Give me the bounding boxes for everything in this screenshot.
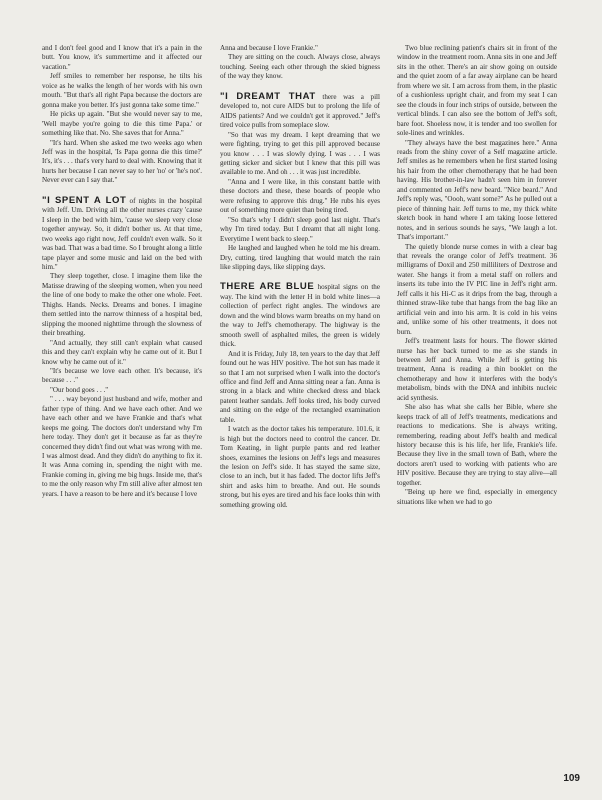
section-lead-in: "I SPENT A LOT — [42, 194, 127, 206]
paragraph: "Anna and I were like, in this constant battle with these doctors and these, these boards of people who were refusing to approve this drug." He rubs his eyes out of something more quiet than being tired. — [220, 177, 380, 215]
paragraph: "It's because we love each other. It's because, it's because . . ." — [42, 366, 202, 385]
paragraph: "So that was my dream. I kept dreaming that we were fighting, trying to get this pill approved because you know . . . I was slowly dying. I was . . . I was getting sicker and sicker but I knew that this pill was available to me. And oh . . . it was just incredible. — [220, 130, 380, 177]
paragraph: "It's hard. When she asked me two weeks ago when Jeff was in the hospital, 'Is Papa gonna die this time?' It's, it's . . . that's very hard to deal with. Knowing that it hurts her because I can never say to her 'no' or 'he's not'. Never ever can I say that." — [42, 138, 202, 185]
paragraph: "So that's why I didn't sleep good last night. That's why I'm tired today. But I dreamt that all night long. Everytime I went back to sleep." — [220, 215, 380, 243]
column-2 — [220, 44, 380, 510]
paragraph: Two blue reclining patient's chairs sit in front of the window in the treatment room. Anna sits in one and Jeff sits in the other. There's an air show going on outside and the quiet zoom of a far away airplane can be heard from where we sit. I am across from them, in the plastic of a cushionless upright chair, and from my seat I can see the clouds in four inch strips of outside, between the vertical blinds. I can also see the bottom of Jeff's soft, bare foot. Shoeless now, it is tender and too swollen for sole-lines and wrinkles. — [397, 44, 557, 138]
section-paragraph — [42, 196, 202, 273]
paragraph: I watch as the doctor takes his temperature. 101.6, it is high but the doctors need to control the cancer. Dr. Tom Keating, in light purple pants and red leather shoes, examines the lesions on Jeff's legs and measures the lesion on Jeff's side. It has stayed the same size, close to an inch, but it has faded. The doctor lifts Jeff's shirt and asks him to breathe. And out. He sounds strong, but his eyes are tired and his face looks thin with something growing old. — [220, 425, 380, 509]
paragraph: "Being up here we find, especially in emergency situations like when we had to go — [397, 488, 557, 506]
paragraph: "Our bond goes . . ." — [50, 385, 109, 394]
section-paragraph — [220, 92, 380, 131]
paragraph: He laughed and laughed when he told me his dream. Dry, cutting, tired laughing that would match the rain like slipping days, like slipping days. — [220, 244, 380, 271]
section-lead-in: "I DREAMT THAT — [220, 90, 316, 102]
paragraph: and I don't feel good and I know that it's a pain in the butt. You know, it's summertime and it affected our vacation." — [42, 44, 202, 71]
column-3 — [397, 44, 557, 507]
paragraph-text: hospital signs on the way. The kind with the letter H in bold white lines—a collection of perfect right angles. The windows are down and the wind blows warm breaths on my hand on the way to Jeff's chemotherapy. The highway is the smooth swell of asphalted miles, the green is widely thick. — [220, 283, 380, 349]
paragraph: "They always have the best magazines here." Anna reads from the shiny cover of a Self magazine article. Jeff smiles as he remembers when he first started losing his hair from the other chemotherapy that he had been having. His brother-in-law hadn't seen him in forever and commented on Jeff's new beard. "Nice beard." And Jeff's reply was, "Oooh, want some?" As he pulled out a piece of thinning hair. Jeff turns to me, my thick white sketch book in hand where I am taking loose lettered notes, and in serious sounds he says, "We laugh a lot. That's important." — [397, 138, 557, 242]
paragraph: " . . . way beyond just husband and wife, mother and father type of thing. And we have each other. And we have each other and we have Frankie and that's what keeps me going. The doctors don't understand why I'm here today. They don't get it because as far as they're concerned they didn't find out what was wrong with me. I was almost dead. And they didn't do anything to fix it. It was Anna coming in, spending the night with me. Frankie coming in, giving me big hugs. Inside me, that's to me the only reason why I'm still alive after almost ten years. I have a reason to be here and it's because I love — [42, 395, 202, 498]
paragraph: The quietly blonde nurse comes in with a clear bag that reveals the orange color of Jeff's treatment. 36 milligrams of Doxil and 250 milliliters of Dextrose and water. She hangs it from a metal staff on rollers and inserts its tube into the IV PIC line in Jeff's right arm. Jeff calls it his Hi-C as it drips from the bag, through a thinned straw-like tube that hangs from the bag like an artificial vein and into his arm. It is cold in his veins and, unlike some of his other treatments, it does not burn. — [397, 242, 557, 336]
column-1 — [42, 44, 202, 499]
page-number: 109 — [563, 773, 580, 784]
paragraph-text: there was a pill developed to, not cure AIDS but to prolong the life of AIDS patients? And we couldn't get it approved." Jeff's tired voice pulls from someplace slow. — [220, 92, 380, 130]
paragraph: Jeff smiles to remember her response, he tilts his voice as he walks the length of her words with his own mouth. "But that's all right Papa because the doctors are gonna make you better. It's just gonna take some time." — [42, 72, 202, 109]
paragraph: He picks up again. "But she would never say to me, 'Well maybe you're going to die this time Papa.' or something like that. No. She saves that for Anna." — [42, 110, 202, 138]
paragraph: And it is Friday, July 18, ten years to the day that Jeff found out he was HIV positive. The hot sun has made it so that I am not surprised when I walk into the doctor's office and find Jeff and Anna sitting near a fan. Anna is strong in a black and white checked dress and black patent leather sandals. Jeff looks tired, his body curved and sitting on the edge of the rectangled examination table. — [220, 349, 380, 424]
paragraph: She also has what she calls her Bible, where she keeps track of all of Jeff's treatments, medications and reactions to medications. She is always writing, remembering, reading about Jeff's health and medical history because this is his life, her life, Frankie's life. Because they live in the small town of Bath, where the doctors aren't used to working with patients who are HIV positive. Because they are trying to stay alive—all together. — [397, 403, 557, 487]
section-lead-in: THERE ARE BLUE — [220, 281, 315, 293]
paragraph: Jeff's treatment lasts for hours. The flower skirted nurse has her back turned to me as she stands in between Jeff and Anna. While Jeff is getting his treatment, Anna is reading a thin booklet on the chemotherapy and how it interferes with the body's metabolism, binds with the DNA and inhibits nucleic acid synthesis. — [397, 337, 557, 402]
paragraph-text: of nights in the hospital with Jeff. Um. Driving all the other nurses crazy 'cause I sleep in the bed with him, 'cause we sleep very close together anyway. So, it didn't bother us. At that time, two weeks ago right now, Jeff couldn't even walk. So it was bad. That was a bad time. So I brought along a little tape player and some music and laid on the bed with him." — [42, 196, 202, 271]
paragraph: Anna and because I love Frankie." — [220, 44, 318, 52]
paragraph: They are sitting on the couch. Always close, always touching. Seeing each other through the skied bigness of the way they know. — [220, 53, 380, 81]
paragraph: They sleep together, close. I imagine them like the Matisse drawing of the sleeping women, when you need the line of one body to make the other one whole. Feet. Thighs. Hands. Necks. Dreams and bones. I imagine them settled into the narrow thinness of a hospital bed, slipping the mooned nighttime through the slowness of their breathing. — [42, 272, 202, 338]
paragraph: "And actually, they still can't explain what caused this and they can't explain why he came out of it. But I know why he came out of it." — [42, 338, 202, 366]
section-paragraph — [220, 282, 380, 349]
